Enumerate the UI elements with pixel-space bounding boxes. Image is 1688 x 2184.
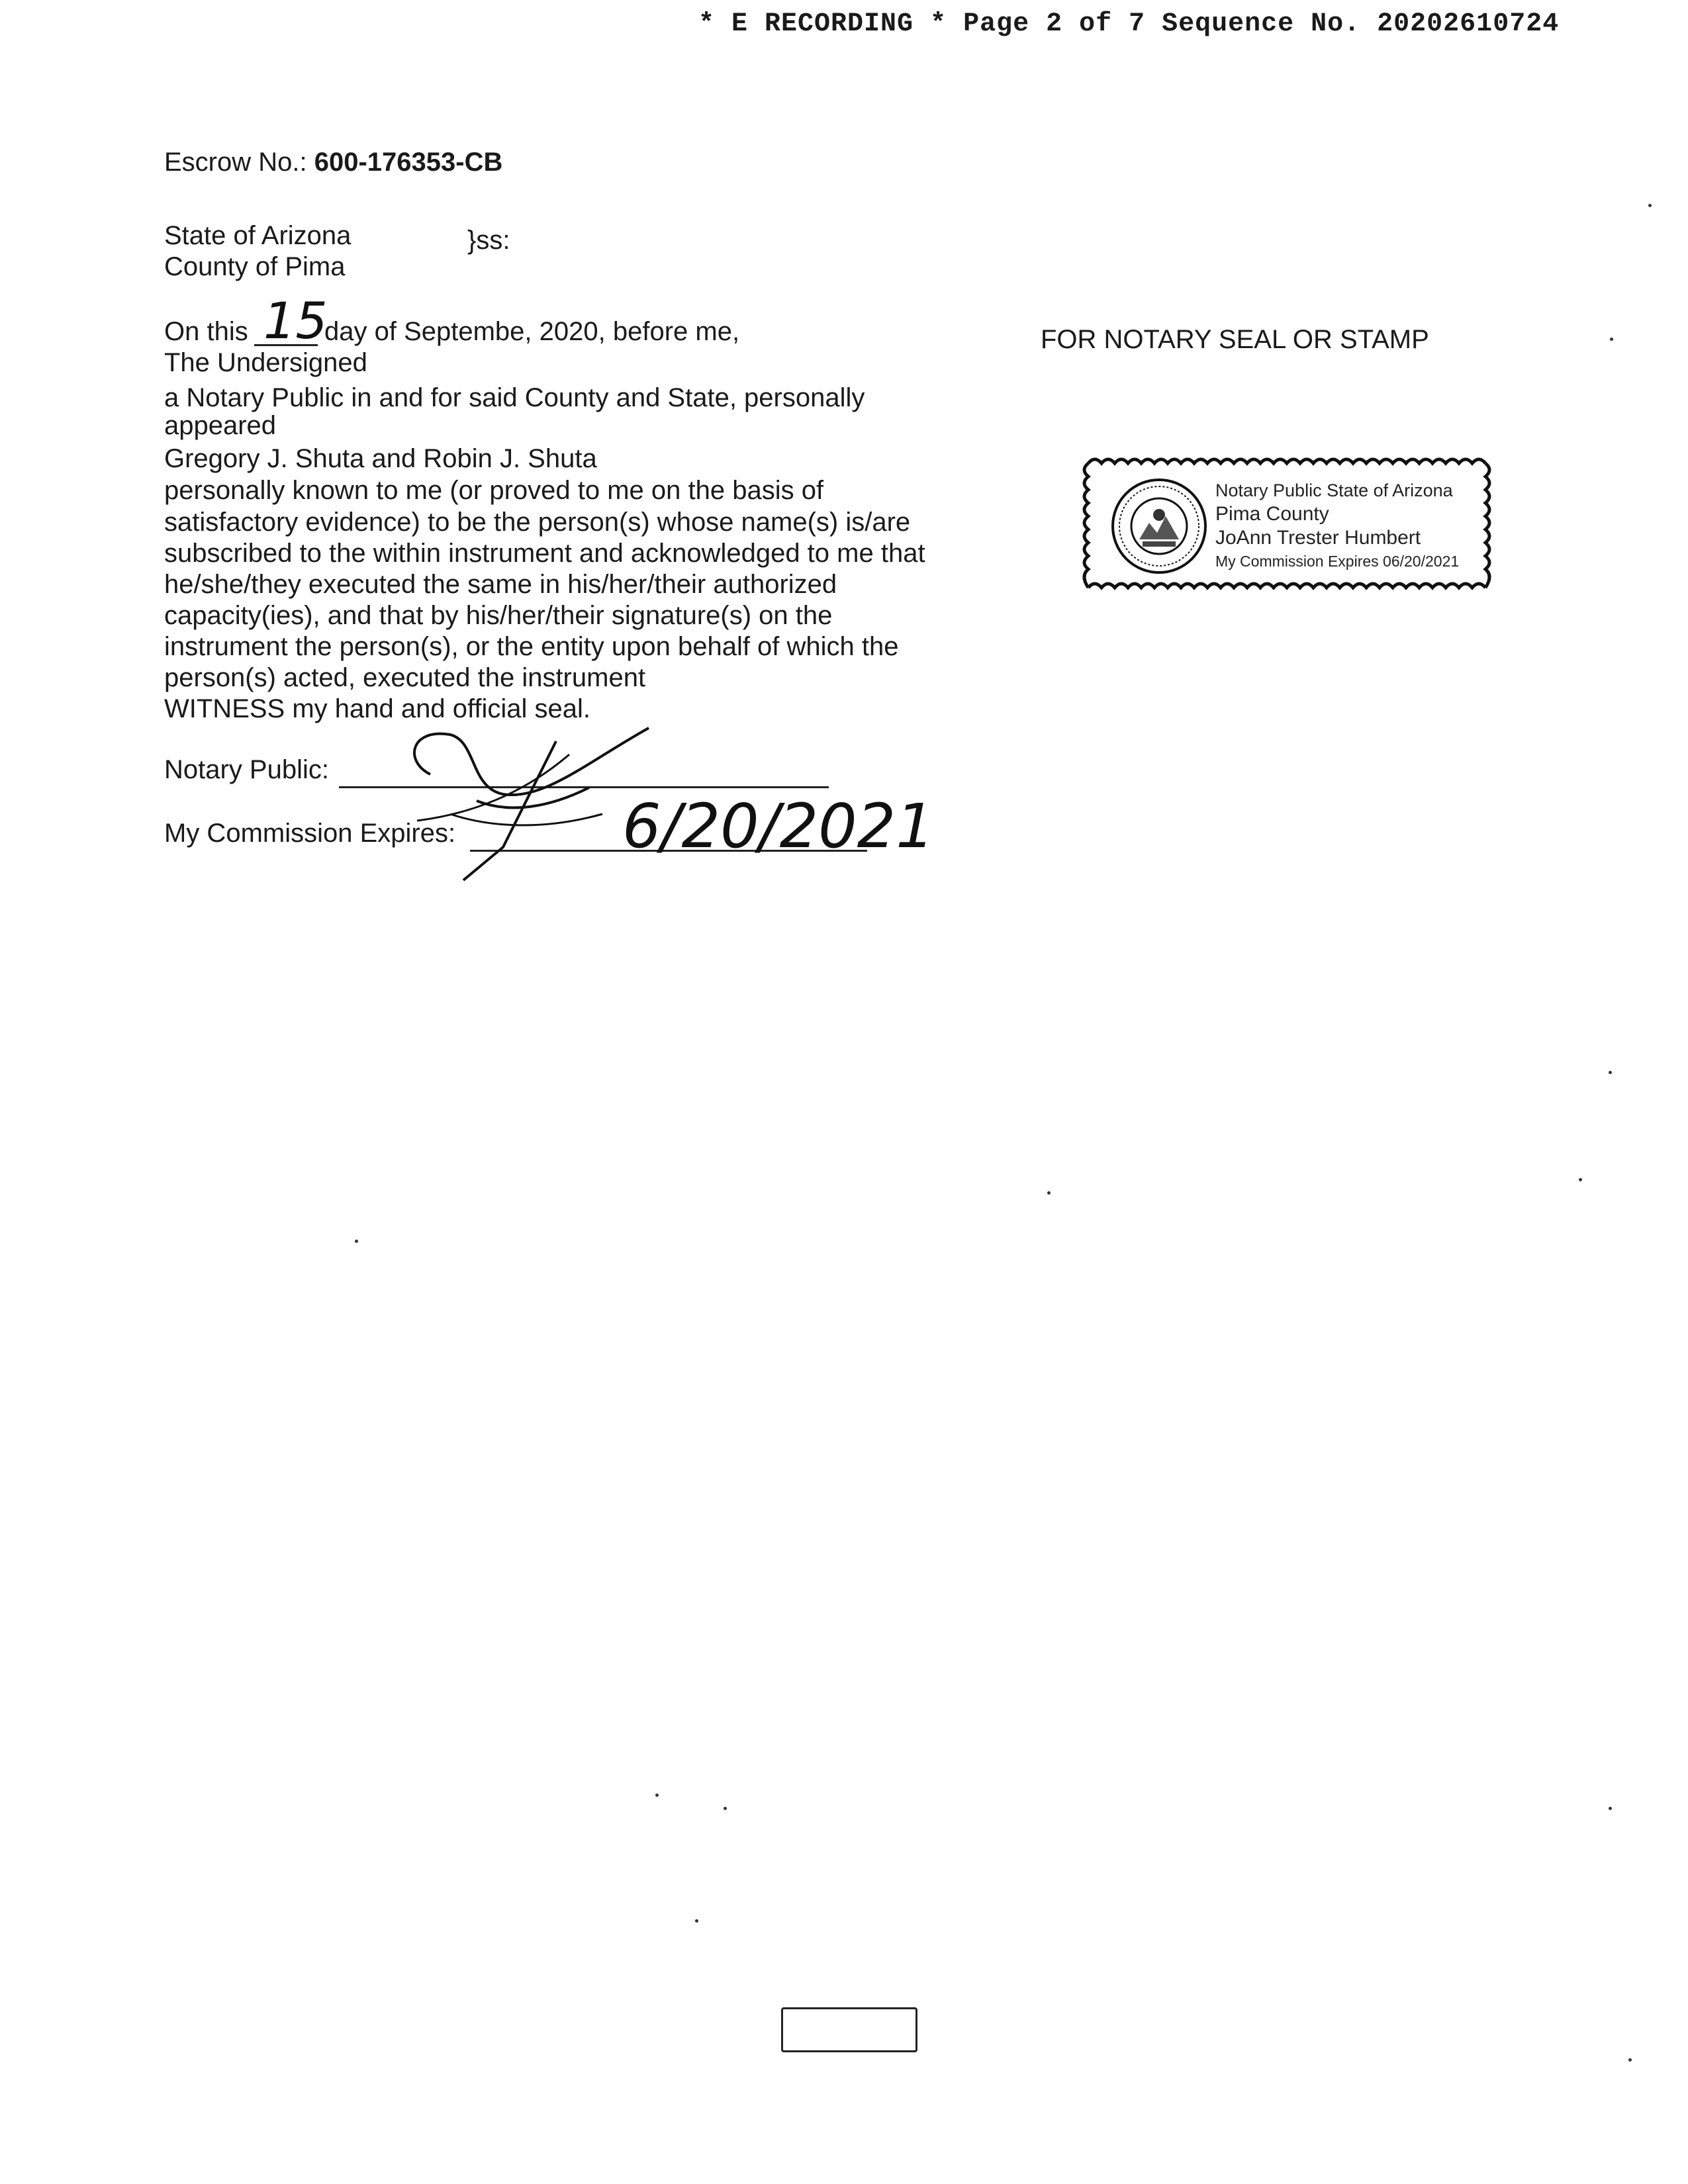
- ack-line-6: personally known to me (or proved to me on the basis of: [164, 476, 824, 505]
- scan-speck: [355, 1240, 358, 1243]
- scan-speck: [1047, 1191, 1051, 1195]
- handwritten-day: 15: [263, 291, 328, 350]
- stamp-line-4: My Commission Expires 06/20/2021: [1215, 553, 1460, 570]
- ack-line-11: instrument the person(s), or the entity upon behalf of which the: [164, 632, 899, 661]
- ack-line-4: appeared: [164, 411, 277, 440]
- scan-speck: [1579, 1178, 1582, 1181]
- escrow-number: 600-176353-CB: [314, 148, 503, 177]
- scan-speck: [1609, 1071, 1612, 1074]
- venue-state: State of Arizona: [164, 221, 352, 250]
- ack-officer: The Undersigned: [164, 348, 367, 377]
- notary-stamp: [1075, 450, 1499, 602]
- recording-header: * E RECORDING * Page 2 of 7 Sequence No. 20202610724: [698, 9, 1560, 39]
- scan-speck: [1609, 1807, 1612, 1810]
- scan-speck: [724, 1807, 727, 1810]
- commission-expires-label: My Commission Expires:: [164, 819, 456, 848]
- ack-line-9: he/she/they executed the same in his/her/their authorized: [164, 570, 837, 599]
- handwritten-commission-date: 6/20/2021: [622, 791, 935, 862]
- venue-county: County of Pima: [164, 252, 346, 281]
- scan-speck: [1628, 2058, 1632, 2062]
- escrow-row: [164, 147, 502, 178]
- ack-date-rest: day of Septembe, 2020, before me,: [324, 317, 740, 346]
- scan-speck: [1648, 204, 1652, 207]
- scan-speck: [1610, 338, 1613, 341]
- ack-line-3: a Notary Public in and for said County and State, personally: [164, 383, 865, 412]
- arizona-seal-icon: [1109, 477, 1209, 576]
- ack-line-10: capacity(ies), and that by his/her/their signature(s) on the: [164, 601, 833, 630]
- day-underline: [254, 344, 318, 346]
- ack-line-7: satisfactory evidence) to be the person(s) whose name(s) is/are: [164, 508, 911, 537]
- empty-box: [781, 2007, 917, 2052]
- ack-line-12: person(s) acted, executed the instrument: [164, 663, 646, 692]
- escrow-label: Escrow No.:: [164, 148, 307, 177]
- ack-line-8: subscribed to the within instrument and acknowledged to me that: [164, 539, 925, 568]
- ack-witness: WITNESS my hand and official seal.: [164, 694, 590, 723]
- scan-speck: [655, 1794, 659, 1797]
- ack-on-this: On this: [164, 317, 248, 346]
- stamp-heading: FOR NOTARY SEAL OR STAMP: [1041, 325, 1429, 354]
- notary-public-label: Notary Public:: [164, 755, 329, 784]
- venue-ss: }ss:: [467, 226, 510, 255]
- stamp-line-2: Pima County: [1215, 503, 1329, 525]
- ack-signers: Gregory J. Shuta and Robin J. Shuta: [164, 444, 597, 473]
- scan-speck: [695, 1919, 698, 1923]
- notary-signature-scribble: [391, 715, 669, 887]
- stamp-line-3: JoAnn Trester Humbert: [1215, 527, 1421, 549]
- stamp-line-1: Notary Public State of Arizona: [1215, 480, 1453, 500]
